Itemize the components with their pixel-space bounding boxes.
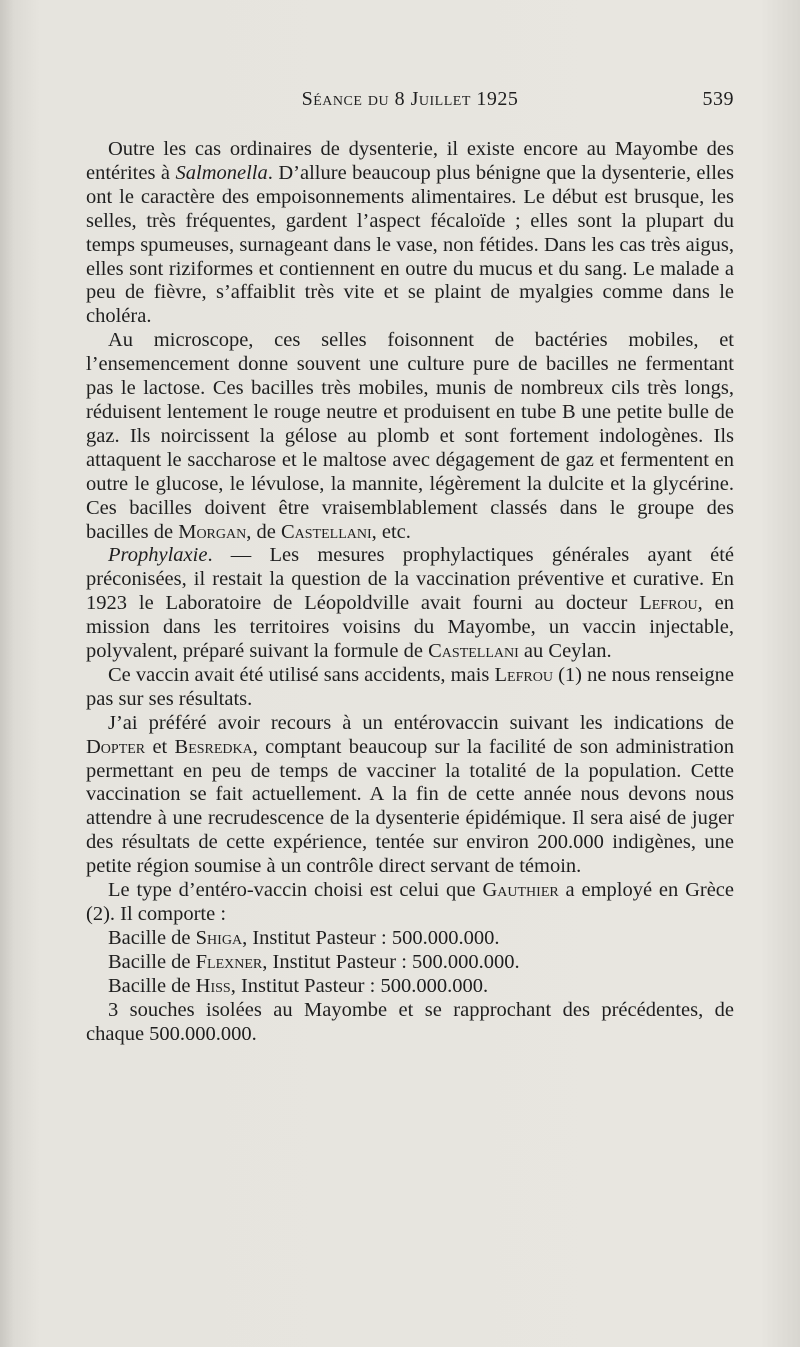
name-hiss: Hiss	[195, 974, 231, 997]
paragraph-souches: 3 souches isolées au Mayombe et se rapprochant des précédentes, de chaque 500.000.000.	[86, 998, 734, 1045]
paragraph-enterovaccin: J’ai préféré avoir recours à un entérovaccin suivant les indications de Dopter et Besredka, comptant beaucoup sur la facilité de son administration permettant en peu de temps de vacciner la totalité de la population. Cette vaccination se fait actuellement. A la fin de cette année nous devons nous attendre à une recrudescence de la dysenterie épidémique. Il sera aisé de juger des résultats de cette expérience, tentée sur environ 200.000 indigènes, une petite région soumise à un contrôle direct servant de témoin.	[86, 711, 735, 878]
paragraph-enterites: Outre les cas ordinaires de dysenterie, il existe encore au Mayombe des entérites à Salmonella. D’allure beaucoup plus bénigne que la dysenterie, elles ont le caractère des empoisonnements alimentaires. Le début est brusque, les selles, très fréquentes, gardent l’aspect fécaloïde ; elles sont la plupart du temps spumeuses, surnageant dans le vase, non fétides. Dans les cas très aigus, elles sont riziformes et contiennent en outre du mucus et du sang. Le malade a peu de fièvre, s’affaiblit très vite et se plaint de myalgies comme dans le choléra.	[86, 138, 734, 328]
name-dopter: Dopter	[86, 735, 146, 758]
body-text	[86, 138, 734, 1046]
name-gauthier: Gauthier	[482, 879, 559, 902]
name-morgan: Morgan	[178, 520, 247, 543]
page-number: 539	[702, 88, 734, 110]
list-item: Bacille de Hiss, Institut Pasteur : 500.000.000.	[108, 974, 489, 997]
paragraph-type-vaccin: Le type d’entéro-vaccin choisi est celui que Gauthier a employé en Grèce (2). Il comporte :	[86, 879, 734, 925]
name-castellani: Castellani	[280, 520, 372, 543]
running-head: Séance du 8 Juillet 1925	[301, 88, 519, 110]
list-item: Bacille de Flexner, Institut Pasteur : 500.000.000.	[108, 950, 520, 973]
paragraph-microscope: Au microscope, ces selles foisonnent de bactéries mobiles, et l’ensemencement donne souvent une culture pure de bacilles ne fermentant pas le lactose. Ces bacilles très mobiles, munis de nombreux cils très longs, réduisent lentement le rouge neutre et produisent en tube B une petite bulle de gaz. Ils noircissent la gélose au plomb et sont fortement indologènes. Ils attaquent le saccharose et le maltose avec dégagement de gaz et fermentent en outre le glucose, le lévulose, la mannite, légèrement la dulcite et la glycérine. Ces bacilles doivent être vraisemblablement classés dans le groupe des bacilles de Morgan, de Castellani, etc.	[86, 329, 734, 543]
name-besredka: Besredka	[174, 735, 253, 758]
term-salmonella: Salmonella	[175, 161, 268, 184]
heading-prophylaxie: Prophylaxie	[108, 544, 208, 567]
name-lefrou: Lefrou	[639, 592, 698, 615]
name-castellani: Castellani	[428, 640, 519, 663]
name-lefrou: Lefrou	[494, 663, 553, 686]
list-item: Bacille de Shiga, Institut Pasteur : 500.000.000.	[108, 926, 500, 949]
paragraph-prophylaxie: Prophylaxie. — Les mesures prophylactiques générales ayant été préconisées, il restait la question de la vaccination préventive et curative. En 1923 le Laboratoire de Léopoldville avait fourni au docteur Lefrou, en mission dans les territoires voisins du Mayombe, un vaccin injectable, polyvalent, préparé suivant la formule de Castellani au Ceylan.	[86, 544, 734, 663]
page-header	[86, 88, 734, 118]
paragraph-vaccin: Ce vaccin avait été utilisé sans accidents, mais Lefrou (1) ne nous renseigne pas sur ses résultats.	[86, 663, 734, 710]
name-shiga: Shiga	[195, 926, 243, 949]
name-flexner: Flexner	[195, 950, 263, 973]
